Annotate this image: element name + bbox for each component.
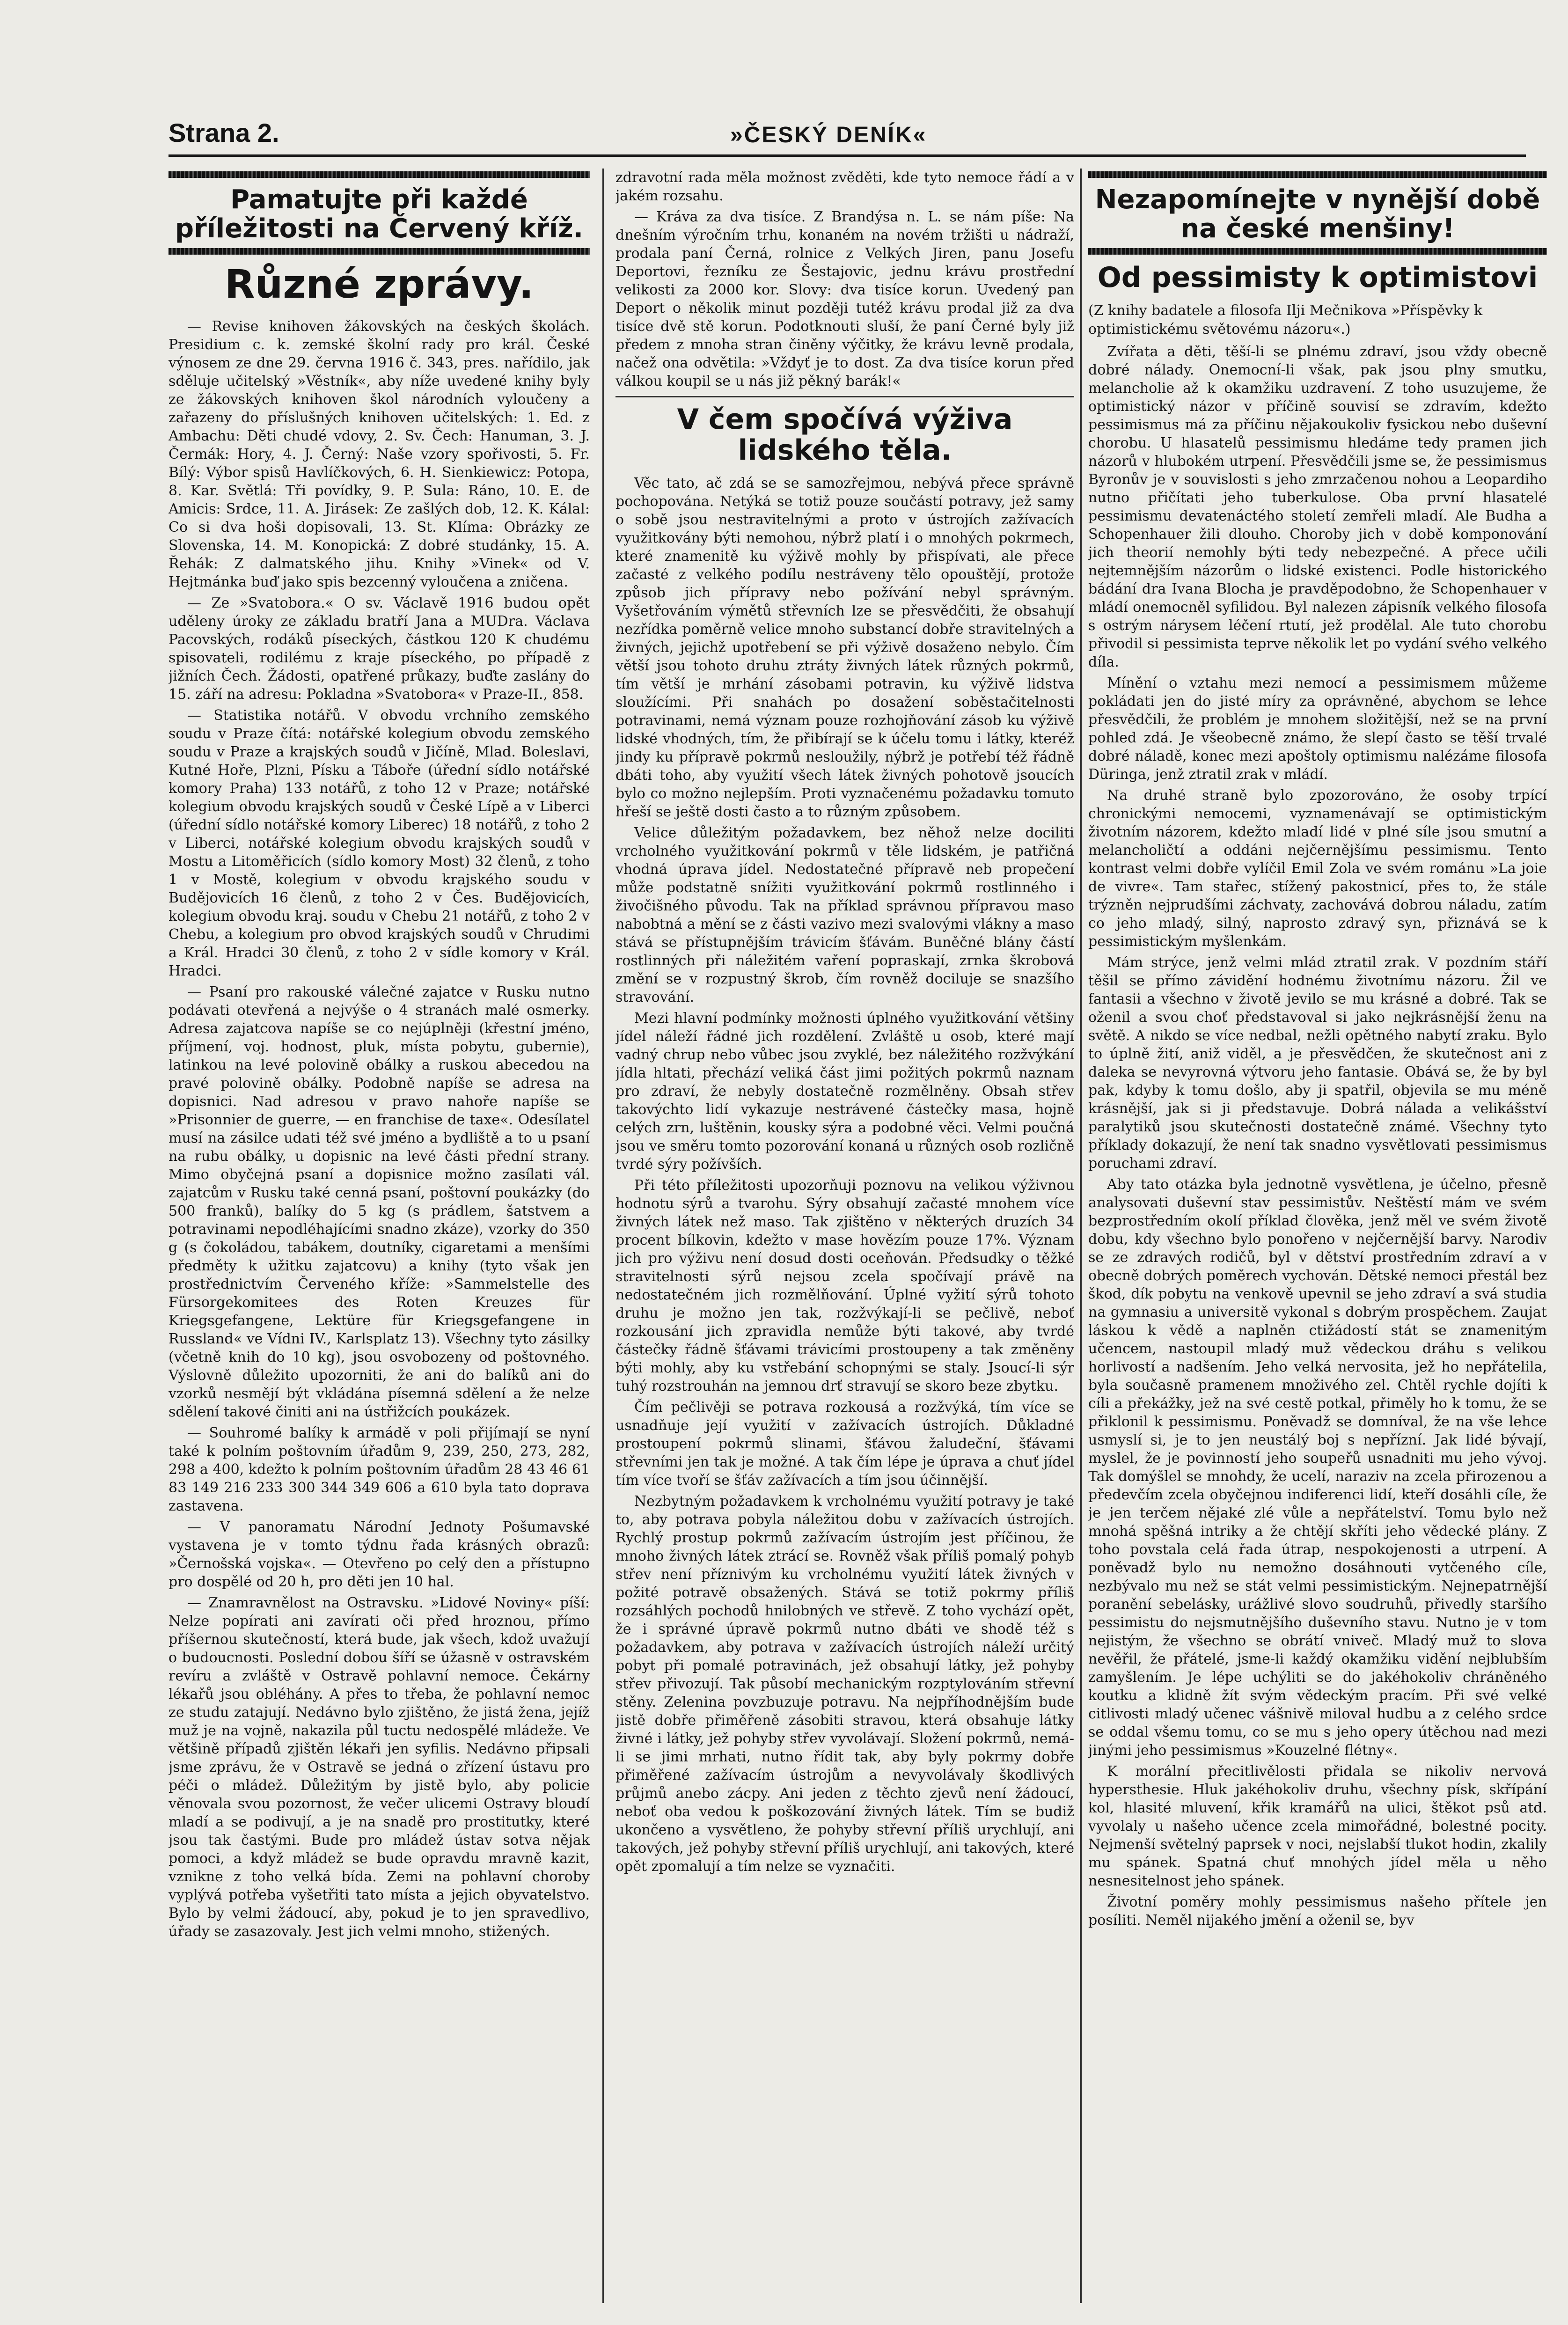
ornamental-rule (169, 171, 590, 178)
article-title: Od pessimisty k optimistovi (1097, 261, 1538, 294)
red-cross-appeal: Pamatujte při každé příležitosti na Červený kříž. (175, 184, 584, 244)
article-paragraph: Věc tato, ač zdá se se samozřejmou, nebývá přece správně pochopována. Netýká se totiž pouze součástí potravy, jež samy o sobě jsou nestravitelnými a proto v ústrojích zažívacích využitkovány býti nemohou, nýbrž platí i o mnohých pokrmech, které znamenitě ku výživě mohly by přispívati, ale přece začasté z velkého podílu nestráveny tělo opouštějí, protože způsob jich přípravy nebo požívání nebyl správným. Vyšetřováním výmětů střevních lze se přesvědčiti, že obsahují nezřídka poměrně velice mnoho substancí dobře stravitelných a živných, jejichž upotřebení se při výživě dosaženo nebylo. Čím větší jsou tohoto druhu ztráty živných látek různých pokrmů, tím větší je mrhání zásobami potravin, ku výživě lidstva sloužícími. Při snahách po dosažení soběstačitelnosti potravinami, nemá význam pouze rozhojňování zásob ku výživě lidské vhodných, tím, že přibírají se k účelu tomu i látky, kteréž jindy ku přípravě pokrmů nesloužily, nýbrž je potřebí též řádně dbáti toho, aby využití všech látek živných pohotově jsoucích bylo co možno nejlepším. Proti vyznačenému požadavku tomuto hřeší se ještě dosti často a to různým způsobem. (615, 475, 1074, 820)
running-header (169, 112, 1526, 157)
article-paragraph: K morální přecitlivělosti přidala se nikoliv nervová hypersthesie. Hluk jakéhokoliv druhu, všechny písk, skřípání kol, hlasité mluvení, křik kramářů na ulici, štěkot psů atd. vyvolaly u našeho učence zcela mimořádné, bolestné pocity. Nejmenší světelný paprsek v noci, nejslabší tlukot hodin, zkalily mu spánek. Spatná chuť mnohých jídel měla u něho nesnesitelnost jeho spánek. (1088, 1763, 1547, 1889)
news-item: — Kráva za dva tisíce. Z Brandýsa n. L. se nám píše: Na dnešním výročním trhu, konaném na novém tržišti u nádraží, prodala paní Černá, rolnice z Velkých Jiren, panu Josefu Deportovi, řezníku ze Šestajovic, jednu krávu prostřední velikosti za 2000 kor. Slovy: dva tisíce korun. Uvedený pan Deport o několik minut později tutéž krávu prodal již za dva tisíce dvě stě korun. Podotknouti sluší, že paní Černé byly již předem z mnoha stran činěny výčitky, že krávu levně prodala, načež ona odvětila: »Vždyť je to dost. Za dva tisíce korun před válkou koupil se u nás již pěkný barák!« (615, 209, 1074, 389)
article-paragraph: Mám strýce, jenž velmi mlád ztratil zrak. V pozdním stáří těšil se přímo závidění hodnému životnímu názoru. Žil ve fantasii a všechno v životě jevilo se mu krásné a dobré. Tak se oženil a svou choť představoval si jako nejkrásnější ženu na světě. A nikdo se více nedbal, nežli opětného nabytí zraku. Bylo to úplně žití, aniž viděl, a je přesvědčen, že skutečnost ani z daleka se nevyrovná výtvoru jeho fantasie. Obává se, že by byl pak, kdyby k tomu došlo, aby ji spatřil, objevila se mu méně krásnější, jak si ji představuje. Dobrá nálada a velikášství paralytiků jsou skutečnosti dostatečně známé. Všechny tyto příklady dokazují, že není tak snadno vysvětlovati pessimismus poruchami zdraví. (1088, 954, 1547, 1172)
article-paragraph: Při této příležitosti upozorňuji poznovu na velikou výživnou hodnotu sýrů a tvarohu. Sýry obsahují začasté mnohem více živných látek než maso. Tak zjištěno v některých druzích 34 procent bílkovin, kdežto v mase hovězím pouze 17%. Význam jich pro výživu není dosud dosti oceňován. Předsudky o těžké stravitelnosti sýrů nejsou zcela spočívají právě na nedostatečném jich rozmělňování. Úplné vyžití sýrů tohoto druhu je možno jen tak, rozžvýkají-li se pečlivě, neboť rozkousání jich zpravidla nemůže býti takové, aby tvrdé částečky řádně šťávami trávicími prostoupeny a tak změněny býti mohly, aby ku vstřebání schopnými se staly. Jsoucí-li sýr tuhý rozstrouhán na jemnou drť stravují se skoro beze zbytku. (615, 1177, 1074, 1394)
column-2 (615, 169, 1074, 2303)
masthead-title: »ČESKÝ DENÍK« (730, 123, 927, 147)
article-paragraph: Nezbytným požadavkem k vrcholnému využití potravy je také to, aby potrava pobyla náležitou dobu v zažívacích ústrojích. Rychlý prostup pokrmů zažívacím ústrojím jest příčinou, že mnoho živných látek ztrácí se. Rovněž však příliš pomalý pohyb střev není příznivým ku vrcholnému využití látek živných v požité potravě obsažených. Stává se totiž pokrmy příliš rozsáhlých pochodů hnilobných ve střevě. Z toho vychází opět, že i správné úpravě pokrmů nutno dbáti ve shodě též s požadavkem, aby potrava v zažívacích ústrojích náleží určitý pobyt při pomalé potravinách, jež obsahují látky, jež pohyby střev přivozují. Tak působí mechanickým rozptylováním střevní stěny. Zelenina povzbuzuje potravu. Na nejpříhodnějším bude jistě dobře přiměřeně zásobiti stravou, která obsahuje látky živné i látky, jež pohyby střev vyvolávají. Složení pokrmů, nemá-li se jimi mrhati, nutno řídit tak, aby byly pokrmy dobře přiměřené zažívacím ústrojům a nevyvolávaly škodlivých průjmů anebo zácpy. Ani jeden z těchto zjevů není žádoucí, neboť oba vedou k poškozování živných látek. Tím se budiž ukončeno a vysvětleno, že pohyby střevní příliš urychlují, ani takových, jež pohyby střevní příliš urychlují, ani takových, které opět zpomalují a tím nelze se vyznačiti. (615, 1493, 1074, 1875)
article-subtitle: (Z knihy badatele a filosofa Ilji Mečnikova »Příspěvky k optimistickému světovému názoru«.) (1088, 302, 1483, 337)
section-title: Různé zprávy. (224, 261, 534, 307)
article-paragraph: Zvířata a děti, těší-li se plnému zdraví, jsou vždy obecně dobré nálady. Onemocní-li však, pak jsou plny smutku, melancholie až k okamžiku uzdravení. Z toho usuzujeme, že optimistický názor v příčině souvisí se zdravím, kdežto pessimismus má za příčinu nějakoukoliv fysickou nebo duševní chorobu. U hlasatelů pessimismu hledáme tedy pramen jich názorů v hlubokém utrpení. Přesvědčili jsme se, že pessimismus Byronův je v souvislosti s jeho zmrzačenou nohou a Leopardiho nutno přičítati jeho tuberkulose. Oba první hlasatelé pessimismu devatenáctého století zemřeli mladí. Ale Budha a Schopenhauer žili dlouho. Choroby jich v době komponování jich theorií nemohly býti tedy nebezpečné. A přece učili nejtemnějším názorům o lidské existenci. Podle historického bádání dra Ivana Blocha je pravděpodobno, že Schopenhauer v mládí onemocněl syfilidou. Byl nalezen zápisník velkého filosofa s ostrým nárysem léčení rtutí, jež prodělal. Ale tuto chorobu přivodil si pessimista teprve několik let po vydání svého velkého díla. (1088, 344, 1547, 670)
article-paragraph: Mezi hlavní podmínky možnosti úplného využitkování většiny jídel náleží řádné jich rozdělení. Zvláště u osob, které mají vadný chrup nebo vůbec jsou zvyklé, bez náležitého rozžvýkání jídla hltati, přechází veliká část jimi požitých pokrmů naznam pro zdraví, že nebyly dostatečně rozmělněny. Obsah střev takovýchto lidí vykazuje nestrávené částečky masa, hojně celých zrn, luštěnin, kousky sýra a podobné věci. Velmi poučná jsou ve směru tomto pozorování konaná u různých osob rozličně tvrdé sýry požívších. (615, 1010, 1074, 1173)
article-paragraph: Čím pečlivěji se potrava rozkousá a rozžvýká, tím více se usnadňuje její využití v zažívacích ústrojích. Důkladné prostoupení pokrmů slinami, šťávou žaludeční, šťávami střevními jen tak je možné. A tak čím lépe je úprava a chuť jídel tím více tvoří se šťáv zažívacích a tím jsou účinnější. (615, 1399, 1074, 1489)
page-number: Strana 2. (169, 118, 279, 147)
news-item: — Znamravnělost na Ostravsku. »Lidové Noviny« píší: Nelze popírati ani zavírati oči před hroznou, přímo příšernou skutečností, která bude, jak všech, kdož uvažují o budoucnosti. Poslední dobou šíří se úžasně v ostravském revíru a zvláště v Ostravě pohlavní nemoce. Čekárny lékařů jsou obléhány. A přes to třeba, že pohlavní nemoc ze studu zatajují. Nedávno bylo zjištěno, že jistá žena, jejíž muž je na vojně, nakazila půl tuctu nedospělé mládeže. Ve většině případů zjištěn lékaři jen syfilis. Nedávno připsali jsme zprávu, že v Ostravě se jedná o zřízení ústavu pro péči o mládež. Důležitým by jistě bylo, aby policie věnovala svou pozornost, že večer ulicemi Ostravy bloudí mladí a se podivují, a je na snadě pro prostitutky, které jsou tak častými. Bude pro mládež ústav sotva nějak pomoci, a když mládež se bude opravdu mravně kazit, vznikne z toho velká bída. Zemi na pohlavní choroby vyplývá potřeba vyšetřiti tato místa a jejich obyvatelstvo. Bylo by velmi žádoucí, aby, pokud je to jen spravedlivo, úřady se zasazovaly. Jest jich velmi mnoho, stižených. (169, 1595, 590, 1940)
news-item: — Ze »Svatobora.« O sv. Václavě 1916 budou opět uděleny úroky ze základu bratří Jana a MUDra. Václava Pacovských, rodáků píseckých, částkou 120 K chudému spisovateli, rodilému z kraje píseckého, po případě z jižních Čech. Žádosti, opatřené průkazy, buďte zaslány do 15. září na adresu: Pokladna »Svatobora« v Praze-II., 858. (169, 595, 590, 703)
ornamental-rule (169, 248, 590, 255)
column-1 (169, 169, 590, 2303)
ornamental-rule (1088, 171, 1547, 178)
minorities-appeal: Nezapomínejte v nynější době na české menšiny! (1095, 184, 1540, 244)
article-paragraph: Velice důležitým požadavkem, bez něhož nelze dociliti vrcholného využitkování pokrmů v těle lidském, je patřičná vhodná úprava jídel. Nedostatečné přípravě neb propečení může podstatně snížiti využitkování pokrmů rostlinného i živočišného původu. Tak na příklad správnou přípravou maso nabobtná a mění se z části vazivo mezi svalovými vlákny a maso stává se přístupnějším trávicím šťávám. Buněčné blány částí rostlinných při náležitém vaření popraskají, zrnka škrobová změní se v rozpustný škrob, čím rovněž dociluje se snazšího stravování. (615, 825, 1074, 1005)
news-item: — Statistika notářů. V obvodu vrchního zemského soudu v Praze čítá: notářské kolegium obvodu zemského soudu v Praze a krajských soudů v Jičíně, Mlad. Boleslavi, Kutné Hoře, Plzni, Písku a Táboře (úřední sídlo notářské komory Praha) 133 notářů, z toho 12 v Praze; notářské kolegium obvodu krajských soudů v České Lípě a v Liberci (úřední sídlo notářské komory Liberec) 18 notářů, z toho 2 v Liberci, notářské kolegium obvodu krajských soudů v Mostu a Litoměřicích (sídlo komory Most) 32 členů, z toho 1 v Mostě, kolegium v obvodu krajského soudu v Budějovicích 16 členů, z toho 2 v Čes. Budějovicích, kolegium obvodu kraj. soudu v Chebu 21 notářů, z toho 2 v Chebu, a kolegium pro obvod krajských soudů v Chrudimi a Král. Hradci 30 členů, z toho 2 v sídle komory v Král. Hradci. (169, 707, 590, 979)
news-item: — Revise knihoven žákovských na českých školách. Presidium c. k. zemské školní rady pro král. České výnosem ze dne 29. června 1916 č. 343, pres. nařídilo, jak sděluje učitelský »Věstník«, aby níže uvedené knihy byly ze žákovských knihoven škol národních vyloučeny a zařazeny do příslušných knihoven učitelských: 1. Ed. z Ambachu: Děti chudé vdovy, 2. Sv. Čech: Hanuman, 3. J. Čermák: Hory, 4. J. Černý: Naše vzory spořivosti, 5. Fr. Bílý: Výbor spisů Havlíčkových, 6. H. Sienkiewicz: Potopa, 8. Kar. Světlá: Tři povídky, 9. P. Sula: Ráno, 10. E. de Amicis: Srdce, 11. A. Jirásek: Ze zašlých dob, 12. K. Kálal: Co si dva hoši dopisovali, 13. St. Klíma: Obrázky ze Slovenska, 14. M. Konopická: Z dobré studánky, 15. A. Řehák: Z dalmatského jihu. Knihy »Vinek« od V. Hejtmánka buď jako spis bezcenný vyloučena a zničena. (169, 318, 590, 590)
article-paragraph: Na druhé straně bylo zpozorováno, že osoby trpící chronickými nemocemi, vyznamenávají se optimistickým životním názorem, kdežto mladí lidé v plné síle jsou smutní a melancholičtí a oddáni nejčernějšímu pessimismu. Tento kontrast velmi dobře vylíčil Emil Zola ve svém románu »La joie de vivre«. Tam stařec, stížený pakostnicí, přes to, že stále trýzněn nejprudšími záchvaty, zachovává dobrou náladu, zatím co jeho mladý, silný, naprosto zdravý syn, přiznává se k pessimistickým myšlenkám. (1088, 787, 1547, 950)
continued-text: zdravotní rada měla možnost zvěděti, kde tyto nemoce řádí a v jakém rozsahu. (615, 169, 1074, 204)
article-paragraph: Mínění o vztahu mezi nemocí a pessimismem můžeme pokládati jen do jisté míry za oprávněné, abychom se lehce přesvědčili, že problém je mnohem složitější, než se na první pohled zdá. Je všeobecně známo, že slepí často se těší trvalé dobré náladě, konec mezi apoštoly optimismu nalézáme filosofa Düringa, jenž ztratil zrak v mládí. (1088, 675, 1547, 783)
column-rule (602, 169, 604, 2303)
news-item: — V panoramatu Národní Jednoty Pošumavské vystavena je v tomto týdnu řada krásných obrazů: »Černošská vojska«. — Otevřeno po celý den a přístupno pro dospělé od 20 h, pro děti jen 10 hal. (169, 1519, 590, 1590)
article-title: V čem spočívá výživa lidského těla. (677, 403, 1013, 467)
column-rule (1080, 169, 1082, 2303)
news-item: — Souhromé balíky k armádě v poli přijímají se nyní také k polním poštovním úřadům 9, 239, 250, 273, 282, 298 a 400, kdežto k polním poštovním úřadům 28 43 46 61 83 149 216 233 300 344 349 606 a 610 byla tato doprava zastavena. (169, 1425, 590, 1514)
article-paragraph: Životní poměry mohly pessimismus našeho přítele jen posíliti. Neměl nijakého jmění a oženil se, byv (1088, 1894, 1547, 1929)
news-item: — Psaní pro rakouské válečné zajatce v Rusku nutno podávati otevřená a nejvýše o 4 stranách malé osmerky. Adresa zajatcova napíše se co nejúplněji (křestní jméno, příjmení, voj. hodnost, pluk, místa pobytu, gubernie), latinkou na levé polovině obálky a ruskou abecedou na pravé polovině obálky. Podobně napíše se adresa na dopisnici. Nad adresou v pravo nahoře napíše se »Prisonnier de guerre, — en franchise de taxe«. Odesílatel musí na zásilce udati též své jméno a bydliště a to u psaní na rubu obálky, u dopisnic na levé části přední strany. Mimo obyčejná psaní a dopisnice možno zasílati vál. zajatcům v Rusku také cenná psaní, poštovní poukázky (do 500 franků), balíky do 5 kg (s prádlem, šatstvem a potravinami nepodléhajícími snadno zkáze), vzorky do 350 g (s čokoládou, tabákem, doutníky, cigaretami a menšími předměty k užitku zajatcovu) a knihy (tyto však jen prostřednictvím Červeného kříže: »Sammelstelle des Fürsorgekomitees des Roten Kreuzes für Kriegsgefangene, Lektüre für Kriegsgefangene in Russland« ve Vídni IV., Karlsplatz 13). Všechny tyto zásilky (včetně knih do 10 kg), jsou osvobozeny od poštovného. Výslovně důležito upozorniti, že ani do balíků ani do vzorků nesmějí být vkládána písemná sdělení a že nelze sdělení takové činiti ani na ústřižcích poukázek. (169, 984, 590, 1420)
column-3 (1088, 169, 1547, 2303)
article-paragraph: Aby tato otázka byla jednotně vysvětlena, je účelno, přesně analysovati duševní stav pessimistův. Neštěstí mám ve svém bezprostředním okolí příklad člověka, jenž měl ve svém životě dobu, kdy všechno bylo ponořeno v nejčernější barvy. Narodiv se ze zdravých rodičů, byl v dětství prostředním zdraví a v obecně dobrých poměrech vychován. Dětské nemoci přestál bez škod, dík pobytu na venkově upevnil se jeho zdraví a svá studia na gymnasiu a universitě vykonal s dobrým prospěchem. Zaujat láskou k vědě a naplněn ctižádostí stát se znamenitým učencem, nastoupil mladý muž vědeckou dráhu s velikou horlivostí a nadšením. Jeho velká nervosita, jež ho nepřátelila, byla současně pramenem množivého zel. Chtěl rychle dojíti k cíli a překážky, jež na své cestě potkal, přiměly ho k tomu, že se přiklonil k pessimismu. Poněvadž se domníval, že na vše lehce usmyslí si, je to jen neustálý boj s nepřízní. Jak lidé bývají, myslel, že je povinností jeho soupeřů usnadniti mu jeho vývoj. Tak domýšlel se mnohdy, že ucelí, naraziv na zcela přirozenou a předevčím zcela obyčejnou indiferenci lidí, kteří dosáhli cíle, že je jen terčem nějaké zlé vůle a nepřátelství. Tomu bylo než mnohá spěšná intriky a že chtějí skříti jeho vědecké plány. Z toho povstala celá řada útrap, nespokojenosti a utrpení. A poněvadž bylo nu nemožno dosáhnouti vytčeného cíle, nezbývalo mu než se stát velmi pessimistickým. Nejnepatrnější poranění sebelásky, urážlivé slovo soudruhů, přivedly staršího pessimistu do nejsmutnějšího duševního stavu. Nutno je v tom nejistým, že všechno se obrátí vniveč. Mladý muž to slova nevěřil, že přátelé, jsme-li každý okamžiku vidění nejblubším zamyšlením. Je lépe uchýliti se do jakéhokoliv chráněného koutku a klidně žít svým vědeckým pracím. Při své velké citlivosti mladý učenec vášnivě miloval hudbu a z celého srdce se oddal všemu tomu, co se mu s jeho opery útěchou nad mezi jinými jeho pessimismus »Kouzelné flétny«. (1088, 1176, 1547, 1759)
ornamental-rule (1088, 248, 1547, 255)
divider (615, 396, 1074, 397)
